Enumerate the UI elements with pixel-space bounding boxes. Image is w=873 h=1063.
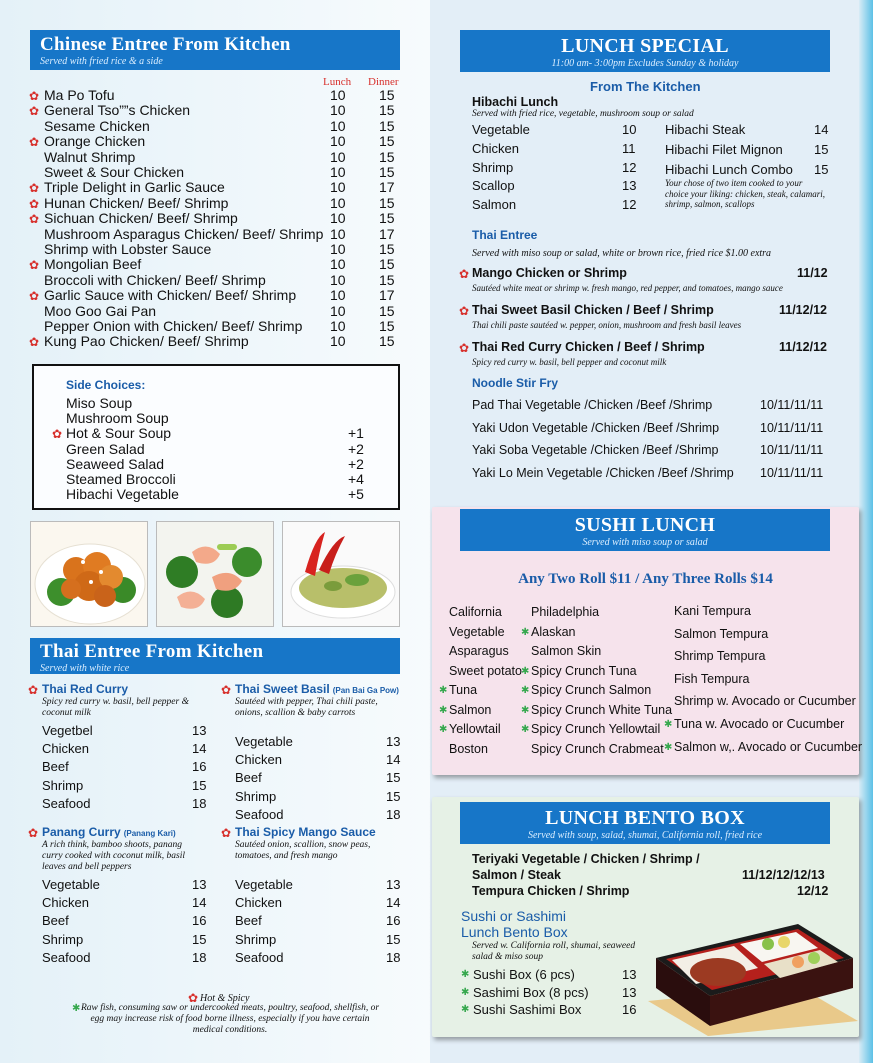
raw-star-icon: ✱ (439, 724, 448, 735)
noodle-item-name: Yaki Udon Vegetable /Chicken /Beef /Shrimp (472, 420, 720, 435)
sushi-roll-name: Alaskan (531, 624, 576, 639)
sushi-box-price: 13 (622, 984, 637, 1000)
thai-dish-title: Thai Spicy Mango Sauce (235, 825, 376, 839)
side-item-price: +5 (348, 486, 364, 503)
sushi-bento-title1: Sushi or Sashimi (461, 908, 567, 924)
menu-item-name: Moo Goo Gai Pan (44, 302, 157, 319)
thai-price-label: Shrimp (235, 931, 277, 947)
hibachi-item-price: 12 (622, 197, 637, 213)
thai-lunch-item-price: 11/12/12 (779, 340, 827, 354)
sushi-roll-name: Spicy Crunch White Tuna (531, 702, 673, 717)
thai-price-value: 18 (386, 949, 401, 965)
bento-subtitle: Served with soup, salad, shumai, California roll, fried rice (527, 830, 763, 841)
menu-item-name: Walnut Shrimp (44, 148, 136, 165)
menu-item-name: Broccoli with Chicken/ Beef/ Shrimp (44, 271, 266, 288)
sushi-box-name: Sushi Box (6 pcs) (473, 967, 575, 982)
sushi-lunch-title: SUSHI LUNCH (574, 514, 716, 536)
menu-item-name: Pepper Onion with Chicken/ Beef/ Shrimp (44, 318, 303, 334)
raw-star-icon: ✱ (521, 685, 530, 696)
orange-chicken-photo (30, 521, 148, 627)
raw-star-icon: ✱ (664, 719, 673, 730)
noodle-item-name: Yaki Soba Vegetable /Chicken /Beef /Shrimp (472, 443, 719, 457)
thai-price-label: Vegetable (235, 877, 293, 892)
sushi-roll-name: Kani Tempura (674, 604, 751, 618)
thai-lunch-item-name: Mango Chicken or Shrimp (472, 266, 627, 280)
menu-item-lunch-price: 10 (330, 302, 346, 319)
noodle-item-price: 10/11/11/11 (760, 398, 824, 412)
hibachi-item-price: 15 (814, 142, 829, 157)
sushi-roll-name: Fish Tempura (674, 671, 750, 686)
pepper-icon: ✿ (28, 826, 39, 840)
menu-item-dinner-price: 15 (379, 117, 395, 134)
thai-price-value: 15 (192, 931, 207, 947)
noodle-item-name: Pad Thai Vegetable /Chicken /Beef /Shrimp (472, 398, 713, 412)
bento-line3: Tempura Chicken / Shrimp (472, 884, 630, 898)
menu-item-name: Sichuan Chicken/ Beef/ Shrimp (44, 210, 238, 227)
sushi-roll-name: Salmon (449, 702, 492, 717)
sushi-roll-name: Sweet potato (449, 663, 522, 678)
thai-dish-title: Thai Red Curry (42, 682, 129, 696)
hibachi-item-name: Hibachi Steak (665, 122, 746, 137)
pepper-icon: ✿ (459, 304, 470, 318)
raw-star-icon: ✱ (521, 626, 530, 638)
hibachi-item-name: Hibachi Lunch Combo (665, 162, 793, 177)
pepper-icon: ✿ (29, 135, 40, 150)
menu-item-name: General Tso””s Chicken (44, 102, 191, 119)
menu-item-dinner-price: 15 (379, 271, 395, 288)
menu-item-dinner-price: 15 (379, 87, 395, 103)
hibachi-item-price: 14 (814, 122, 829, 137)
menu-item-dinner-price: 15 (379, 210, 395, 227)
menu-item-dinner-price: 15 (379, 302, 395, 319)
pepper-icon: ✿ (29, 212, 40, 227)
shrimp-broccoli-photo (156, 521, 274, 627)
thai-price-value: 13 (192, 877, 207, 892)
thai-price-label: Beef (235, 770, 262, 786)
sushi-bento-title2: Lunch Bento Box (461, 924, 568, 940)
menu-item-name: Sweet & Sour Chicken (44, 164, 185, 180)
sushi-roll-name: Salmon Skin (531, 644, 602, 658)
thai-entree-subtitle: Served with white rice (40, 663, 130, 674)
thai-price-value: 18 (386, 806, 401, 822)
noodle-item-price: 10/11/11/11 (760, 420, 824, 435)
thai-price-label: Seafood (235, 949, 284, 965)
sushi-roll-name: Shrimp w. Avocado or Cucumber (674, 694, 856, 709)
sushi-box-price: 16 (622, 1002, 637, 1017)
thai-price-label: Shrimp (42, 931, 84, 947)
pepper-icon: ✿ (29, 181, 40, 196)
thai-price-value: 14 (192, 895, 207, 911)
menu-item-name: Shrimp with Lobster Sauce (44, 241, 212, 257)
hibachi-item-price: 15 (814, 162, 829, 177)
menu-item-lunch-price: 10 (330, 318, 346, 334)
menu-item-dinner-price: 15 (379, 241, 395, 257)
side-item-price: +1 (348, 425, 364, 442)
menu-item-lunch-price: 10 (330, 179, 346, 196)
menu-item-lunch-price: 10 (330, 333, 346, 350)
sushi-roll-name: Asparagus (449, 644, 509, 658)
sushi-roll-name: Yellowtail (449, 722, 501, 736)
green-curry-photo (282, 521, 400, 627)
menu-item-name: Ma Po Tofu (44, 87, 115, 103)
thai-dish-title: Panang Curry (Panang Kari) (42, 825, 176, 839)
pepper-icon: ✿ (221, 683, 232, 697)
noodle-item-price: 10/11/11/11 (760, 465, 824, 480)
hibachi-item-price: 10 (622, 122, 637, 137)
menu-item-dinner-price: 15 (379, 194, 395, 211)
pepper-icon: ✿ (29, 289, 40, 304)
menu-item-name: Sesame Chicken (44, 117, 150, 134)
hot-spicy-note: Hot & Spicy (200, 993, 250, 1004)
pepper-icon: ✿ (29, 89, 40, 103)
sushi-lunch-header (460, 509, 830, 551)
thai-dish-desc: Sautéed with pepper, Thai chili paste, onions, scallion & baby carrots (235, 697, 378, 718)
thai-dish-alt-name: (Pan Bai Ga Pow) (332, 686, 399, 695)
sushi-box-name: Sushi Sashimi Box (473, 1002, 582, 1017)
side-item-name: Mushroom Soup (66, 410, 169, 427)
menu-item-name: Garlic Sauce with Chicken/ Beef/ Shrimp (44, 287, 297, 304)
raw-star-icon: ✱ (664, 741, 673, 753)
hibachi-lunch-desc: Served with fried rice, vegetable, mushroom soup or salad (472, 109, 694, 119)
pepper-icon: ✿ (29, 258, 40, 273)
raw-star-icon: ✱ (72, 1003, 81, 1014)
sushi-bento-desc: Served w. California roll, shumai, seaweed salad & miso soup (472, 941, 636, 962)
menu-item-lunch-price: 10 (330, 271, 346, 288)
thai-price-value: 15 (386, 788, 401, 804)
thai-lunch-desc: Served with miso soup or salad, white or brown rice, fried rice $1.00 extra (472, 248, 772, 259)
raw-star-icon: ✱ (461, 986, 470, 998)
sushi-roll-name: Spicy Crunch Salmon (531, 683, 652, 697)
pepper-icon: ✿ (29, 335, 40, 350)
thai-lunch-item-name: Thai Sweet Basil Chicken / Beef / Shrimp (472, 303, 714, 317)
pepper-icon: ✿ (221, 826, 232, 840)
thai-price-value: 14 (386, 752, 401, 768)
thai-lunch-item-price: 11/12 (797, 266, 828, 280)
from-kitchen-title: From The Kitchen (590, 79, 701, 94)
menu-item-lunch-price: 10 (330, 133, 346, 150)
thai-dish-desc: A rich think, bamboo shoots, panang curry cooked with coconut milk, basil leaves and bell peppers (42, 840, 185, 872)
hibachi-item-name: Scallop (472, 178, 515, 194)
thai-price-label: Vegetbel (42, 723, 93, 738)
thai-dish-title: Thai Sweet Basil (Pan Bai Ga Pow) (235, 682, 399, 696)
menu-item-dinner-price: 15 (379, 318, 395, 334)
sushi-roll-name: Philadelphia (531, 605, 600, 619)
thai-price-value: 18 (192, 795, 207, 811)
thai-price-label: Seafood (235, 806, 284, 822)
thai-price-label: Beef (42, 759, 69, 775)
thai-price-label: Vegetable (42, 877, 100, 892)
menu-item-name: Hunan Chicken/ Beef/ Shrimp (44, 194, 229, 211)
lunch-special-header (460, 30, 830, 72)
menu-item-dinner-price: 17 (379, 225, 395, 242)
menu-item-name: Triple Delight in Garlic Sauce (44, 179, 225, 196)
thai-price-value: 16 (386, 913, 401, 929)
lunch-special-subtitle: 11:00 am- 3:00pm Excludes Sunday & holiday (551, 58, 739, 69)
sushi-roll-name: Tuna (449, 683, 478, 697)
chinese-entree-header (30, 30, 400, 70)
thai-price-value: 16 (192, 913, 207, 929)
raw-star-icon: ✱ (521, 704, 530, 716)
raw-fish-warning: Raw fish, consuming saw or undercooked meats, poultry, seafood, shellfish, or egg may increase risk of food borne illness, especially if you have certain medical conditions. (80, 1003, 380, 1035)
thai-lunch-item-price: 11/12/12 (779, 303, 827, 317)
bento-box-photo (648, 896, 858, 1036)
menu-item-name: Orange Chicken (44, 133, 146, 150)
chinese-entree-subtitle: Served with fried rice & a side (40, 56, 163, 67)
side-item-name: Green Salad (66, 440, 145, 457)
menu-item-dinner-price: 15 (379, 102, 395, 119)
bento-line2: Salmon / Steak (472, 868, 561, 882)
thai-lunch-title: Thai Entree (472, 228, 538, 242)
hibachi-item-name: Chicken (472, 140, 519, 156)
menu-item-dinner-price: 15 (379, 256, 395, 273)
noodle-item-price: 10/11/11/11 (760, 443, 824, 457)
menu-item-lunch-price: 10 (330, 241, 346, 257)
thai-dish-desc: Sautéed onion, scallion, snow peas, tomatoes, and fresh mango (235, 840, 371, 861)
thai-price-label: Seafood (42, 795, 91, 811)
chinese-entree-title: Chinese Entree From Kitchen (40, 34, 291, 55)
bento-line3-price: 12/12 (797, 884, 829, 898)
pepper-icon: ✿ (29, 196, 40, 211)
thai-price-value: 15 (192, 777, 207, 793)
menu-item-lunch-price: 10 (330, 164, 346, 180)
side-item-price: +2 (348, 440, 364, 457)
noodle-title: Noodle Stir Fry (472, 376, 559, 390)
menu-item-dinner-price: 15 (379, 133, 395, 150)
thai-price-value: 18 (192, 949, 207, 965)
bento-line2-price: 11/12/12/12/13 (742, 868, 825, 882)
thai-price-value: 14 (192, 741, 207, 757)
thai-price-value: 13 (386, 734, 401, 749)
thai-price-value: 15 (386, 770, 401, 786)
sushi-roll-name: Salmon Tempura (674, 626, 769, 641)
menu-item-lunch-price: 10 (330, 287, 346, 304)
sushi-roll-name: Vegetable (449, 624, 505, 639)
page-edge-decoration (859, 0, 873, 1063)
bento-header (460, 802, 830, 844)
side-item-price: +2 (348, 455, 364, 472)
raw-star-icon: ✱ (521, 665, 530, 677)
thai-price-label: Beef (42, 913, 69, 929)
thai-price-label: Vegetable (235, 734, 293, 749)
hibachi-lunch-title: Hibachi Lunch (472, 95, 559, 109)
noodle-item-name: Yaki Lo Mein Vegetable /Chicken /Beef /Shrimp (472, 465, 734, 480)
hibachi-item-name: Shrimp (472, 159, 514, 175)
thai-price-label: Beef (235, 913, 262, 929)
menu-item-name: Kung Pao Chicken/ Beef/ Shrimp (44, 333, 249, 350)
raw-star-icon: ✱ (439, 704, 448, 716)
thai-price-value: 16 (192, 759, 207, 775)
side-item-price: +4 (348, 471, 364, 487)
lunch-special-title: LUNCH SPECIAL (561, 35, 729, 57)
menu-item-lunch-price: 10 (330, 225, 346, 242)
menu-item-lunch-price: 10 (330, 117, 346, 134)
menu-item-dinner-price: 15 (379, 164, 395, 180)
lunch-column-header: Lunch (323, 76, 352, 88)
sushi-roll-name: California (449, 605, 502, 619)
sushi-lunch-subtitle: Served with miso soup or salad (582, 537, 708, 548)
thai-lunch-item-name: Thai Red Curry Chicken / Beef / Shrimp (472, 340, 705, 354)
pepper-icon: ✿ (459, 267, 470, 281)
thai-lunch-item-desc: Sautéed white meat or shrimp w. fresh mango, red pepper, and tomatoes, mango sauce (472, 283, 783, 293)
thai-price-value: 15 (386, 931, 401, 947)
menu-item-dinner-price: 15 (379, 333, 395, 350)
side-item-name: Steamed Broccoli (66, 471, 176, 487)
menu-item-name: Mongolian Beef (44, 256, 142, 273)
pepper-icon: ✿ (28, 683, 39, 697)
menu-item-lunch-price: 10 (330, 256, 346, 273)
menu-item-dinner-price: 17 (379, 287, 395, 304)
thai-price-label: Chicken (42, 895, 89, 911)
bento-title: LUNCH BENTO BOX (545, 807, 745, 829)
menu-item-lunch-price: 10 (330, 210, 346, 227)
hibachi-item-price: 13 (622, 178, 637, 194)
thai-dish-alt-name: (Panang Kari) (123, 829, 176, 838)
thai-price-value: 14 (386, 895, 401, 911)
bento-line1: Teriyaki Vegetable / Chicken / Shrimp / (472, 852, 700, 866)
sushi-box-price: 13 (622, 967, 637, 982)
sushi-roll-name: Spicy Crunch Tuna (531, 663, 637, 678)
thai-lunch-item-desc: Spicy red curry w. basil, bell pepper and coconut milk (472, 357, 667, 367)
sushi-roll-name: Spicy Crunch Yellowtail (531, 722, 661, 736)
menu-item-lunch-price: 10 (330, 102, 346, 119)
thai-price-label: Chicken (235, 895, 282, 911)
side-item-name: Hot & Sour Soup (66, 425, 172, 442)
menu-item-dinner-price: 15 (379, 148, 395, 165)
thai-price-value: 13 (192, 723, 207, 738)
combo-desc: Your chose of two item cooked to your choice your liking: chicken, steak, calamari, shrimp, salmon, scallops (665, 178, 825, 209)
thai-price-label: Chicken (42, 741, 89, 757)
pepper-icon: ✿ (459, 341, 470, 355)
sushi-box-name: Sashimi Box (8 pcs) (473, 984, 589, 1000)
thai-lunch-item-desc: Thai chili paste sautéed w. pepper, onion, mushroom and fresh basil leaves (472, 320, 742, 330)
pepper-icon: ✿ (52, 427, 63, 442)
hibachi-item-name: Salmon (472, 197, 517, 213)
sushi-roll-name: Spicy Crunch Crabmeat (531, 741, 664, 756)
side-item-name: Miso Soup (66, 395, 133, 411)
dinner-column-header: Dinner (368, 76, 399, 88)
sushi-offer: Any Two Roll $11 / Any Three Rolls $14 (518, 571, 773, 587)
sushi-roll-name: Tuna w. Avocado or Cucumber (674, 717, 845, 731)
side-choices-title: Side Choices: (66, 378, 146, 392)
raw-star-icon: ✱ (521, 724, 530, 735)
side-item-name: Hibachi Vegetable (66, 486, 179, 503)
sushi-roll-name: Shrimp Tempura (674, 649, 766, 664)
sushi-roll-name: Salmon w,. Avocado or Cucumber (674, 739, 863, 754)
side-item-name: Seaweed Salad (66, 455, 165, 472)
pepper-icon: ✿ (188, 991, 199, 1005)
menu-item-dinner-price: 17 (379, 179, 395, 196)
thai-dish-desc: Spicy red curry w. basil, bell pepper & coconut milk (42, 697, 189, 718)
thai-price-label: Chicken (235, 752, 282, 768)
raw-star-icon: ✱ (461, 969, 470, 980)
raw-star-icon: ✱ (439, 685, 448, 696)
pepper-icon: ✿ (29, 104, 40, 119)
hibachi-item-name: Hibachi Filet Mignon (665, 142, 783, 157)
hibachi-item-name: Vegetable (472, 122, 530, 137)
menu-item-lunch-price: 10 (330, 194, 346, 211)
raw-star-icon: ✱ (461, 1004, 470, 1015)
thai-price-label: Shrimp (235, 788, 277, 804)
thai-price-label: Shrimp (42, 777, 84, 793)
menu-item-lunch-price: 10 (330, 87, 346, 103)
menu-item-lunch-price: 10 (330, 148, 346, 165)
thai-entree-header (30, 638, 400, 674)
thai-price-label: Seafood (42, 949, 91, 965)
sushi-roll-name: Boston (449, 741, 488, 756)
hibachi-item-price: 12 (622, 159, 637, 175)
hibachi-item-price: 11 (622, 140, 636, 156)
thai-price-value: 13 (386, 877, 401, 892)
menu-item-name: Mushroom Asparagus Chicken/ Beef/ Shrimp (44, 225, 324, 242)
thai-entree-title: Thai Entree From Kitchen (40, 641, 264, 662)
